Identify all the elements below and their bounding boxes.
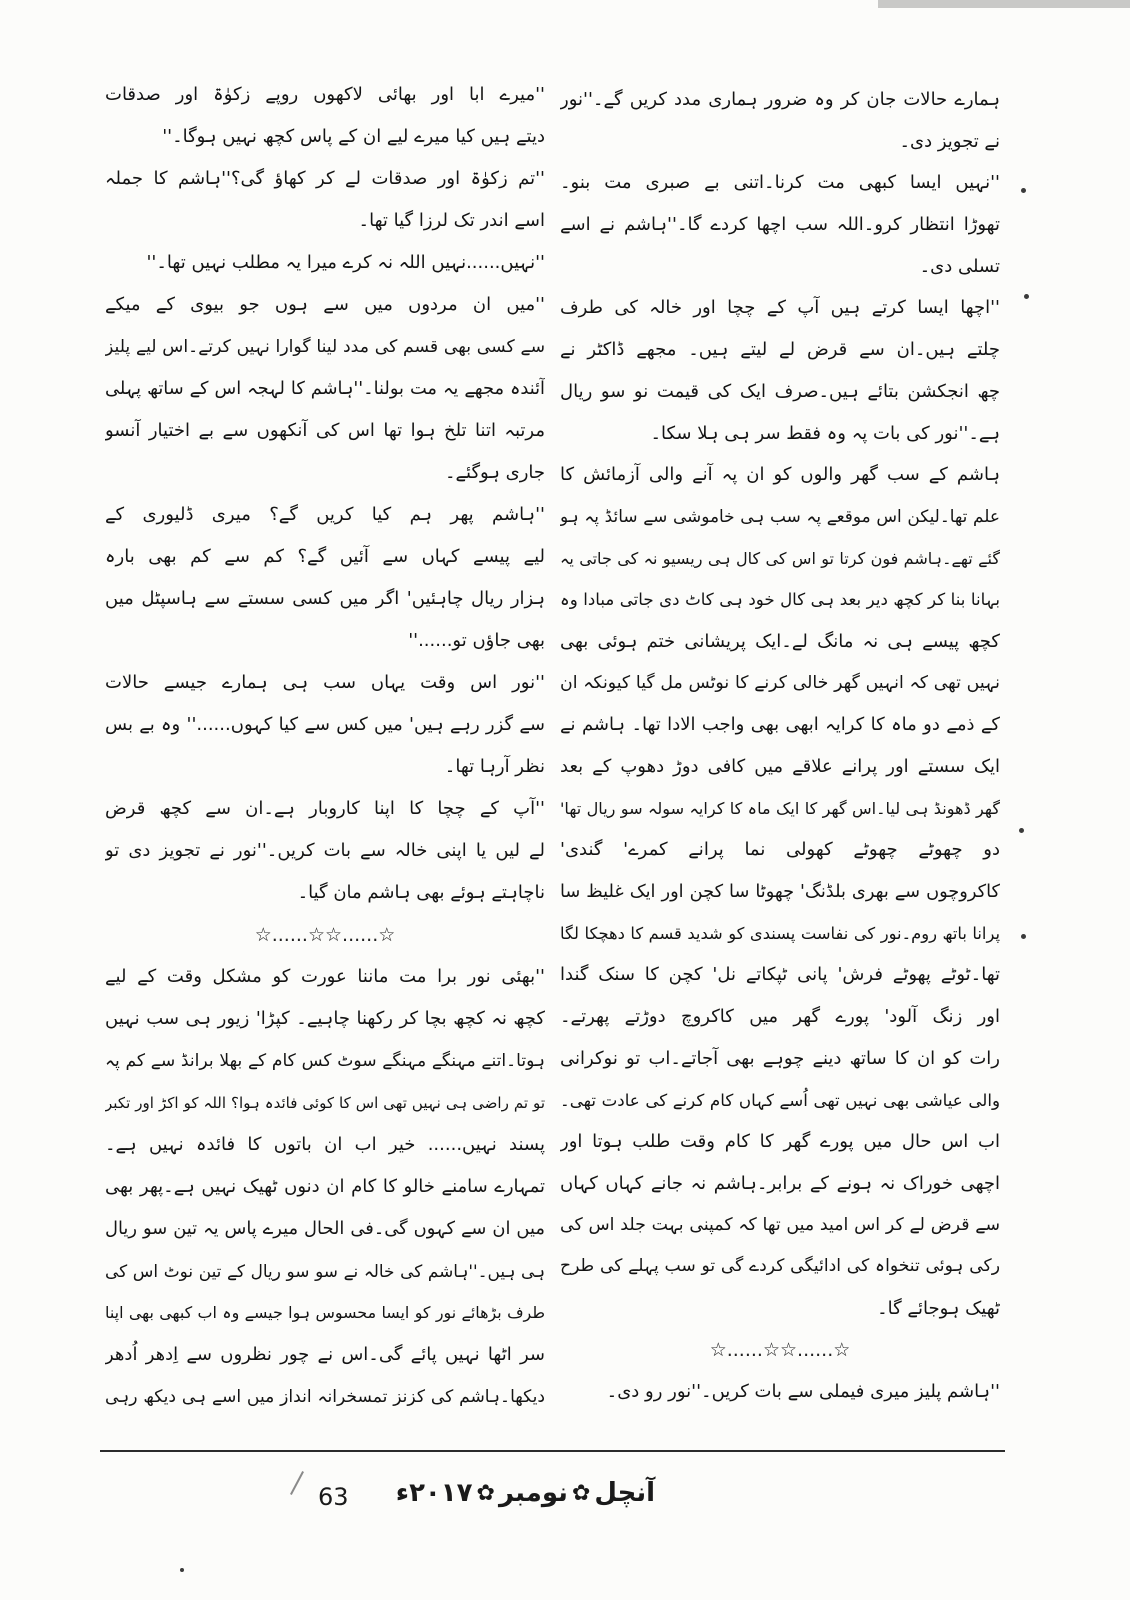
paragraph: [560, 162, 1000, 287]
paragraph: [105, 662, 545, 788]
paragraph: [560, 454, 1000, 1329]
text-column-left: [105, 74, 545, 1418]
scan-speck: [180, 1568, 184, 1572]
text-line: جاری ہوگئے۔: [444, 462, 545, 483]
page-number: 63: [318, 1483, 349, 1511]
text-line: ہاشم کے سب گھر والوں کو ان پہ آنے والی آزمائش کا: [560, 464, 1000, 486]
text-line: گھر ڈھونڈ ہی لیا۔اس گھر کا ایک ماہ کا کرایہ سولہ سو ریال تھا': [560, 798, 1000, 818]
text-line: تھوڑا انتظار کرو۔اللہ سب اچھا کردے گا۔''ہاشم نے اسے: [560, 214, 1000, 236]
text-line: میں ان سے کہوں گی۔فی الحال میرے پاس یہ تین سو ریال: [105, 1218, 545, 1239]
text-line: ''آپ کے چچا کا اپنا کاروبار ہے۔ان سے کچھ قرض: [105, 798, 545, 819]
text-line: ہے۔''نور کی بات پہ وہ فقط سر ہی ہلا سکا۔: [650, 422, 1000, 444]
text-line: چھ انجکشن بتائے ہیں۔صرف ایک کی قیمت نو سو ریال: [560, 380, 1000, 402]
text-line: تھا۔ٹوٹے پھوٹے فرش' پانی ٹپکاتے نل' کچن کا سنک گندا: [560, 964, 1000, 986]
text-line: علم تھا۔لیکن اس موقعے پہ سب ہی خاموشی سے سائڈ پہ ہو: [560, 505, 1000, 526]
text-line: ''نہیں ایسا کبھی مت کرنا۔اتنی بے صبری مت بنو۔: [560, 172, 1000, 194]
text-line: بہانا بنا کر کچھ دیر بعد ہی کال خود ہی کاٹ دی جاتی مبادا وہ: [560, 590, 1000, 610]
text-line: ''بھئی نور برا مت ماننا عورت کو مشکل وقت کے لیے: [105, 966, 545, 987]
scan-speck: [1021, 934, 1026, 939]
text-line: نظر آرہا تھا۔: [444, 756, 545, 777]
paragraph: [560, 1371, 1000, 1413]
text-line: کاکروچوں سے بھری بلڈنگ' چھوٹا سا کچن اور ایک غلیظ سا: [560, 881, 1000, 903]
text-line: گئے تھے۔ہاشم فون کرتا تو اس کی کال ہی ریسیو نہ کی جاتی یہ: [560, 548, 1000, 568]
footer-rule: [100, 1450, 1005, 1452]
text-line: رکی ہوئی تنخواہ کی ادائیگی کردے گی تو سب پہلے کی طرح: [560, 1256, 1000, 1277]
text-line: چلتے ہیں۔ان سے قرض لے لیتے ہیں۔ مجھے ڈاکٹر نے: [560, 339, 1000, 361]
text-line: لے لیں یا اپنی خالہ سے بات کریں۔''نور نے تجویز دی تو: [105, 840, 545, 861]
paragraph: [105, 788, 545, 914]
paragraph: [105, 74, 545, 158]
text-line: تو تم راضی ہی نہیں تھی اس کا کوئی فائدہ ہوا؟ اللہ کو اکڑ اور تکبر: [105, 1094, 545, 1112]
scan-speck: [1024, 294, 1029, 299]
text-line: تسلی دی۔: [919, 255, 1000, 277]
text-line: طرف بڑھائے نور کو ایسا محسوس ہوا جیسے وہ اب کبھی بھی اپنا: [105, 1303, 545, 1322]
text-line: ''ہاشم پھر ہم کیا کریں گے؟ میری ڈلیوری کے: [105, 504, 545, 525]
text-line: ہمارے حالات جان کر وہ ضرور ہماری مدد کریں گے۔''نور: [560, 89, 1000, 110]
text-line: مرتبہ اتنا تلخ ہوا تھا اس کی آنکھوں سے بے اختیار آنسو: [105, 420, 545, 441]
text-line: بھی جاؤں تو......'': [408, 630, 545, 651]
text-line: اسے اندر تک لرزا گیا تھا۔: [358, 210, 545, 231]
issue-month: نومبر: [498, 1478, 568, 1508]
text-line: اچھی خوراک نہ ہونے کے برابر۔ہاشم نہ جانے کہاں کہاں: [560, 1172, 1000, 1194]
footer-issue-line: [396, 1478, 655, 1508]
flower-ornament-icon: ✿: [476, 1480, 495, 1506]
text-line: ''اچھا ایسا کرتے ہیں آپ کے چچا اور خالہ کی طرف: [560, 297, 1000, 319]
text-line: ''میں ان مردوں میں سے ہوں جو بیوی کے میکے: [105, 294, 545, 315]
text-line: سر اٹھا نہیں پائے گی۔اس نے چور نظروں سے اِدھر اُدھر: [105, 1344, 545, 1365]
scan-edge-shadow: [878, 0, 1130, 8]
pen-mark: [290, 1471, 304, 1495]
text-line: تمہارے سامنے خالو کا کام ان دنوں ٹھیک نہیں ہے۔پھر بھی: [105, 1176, 545, 1197]
text-line: پسند نہیں...... خیر اب ان باتوں کا فائدہ نہیں ہے۔: [105, 1134, 545, 1155]
paragraph: [105, 494, 545, 662]
text-line: ٹھیک ہوجائے گا۔: [877, 1297, 1000, 1319]
text-line: رات کو ان کا ساتھ دینے چوہے بھی آجاتے۔اب تو نوکرانی: [560, 1047, 1000, 1069]
text-line: اور زنگ آلود' پورے گھر میں کاکروچ دوڑتے پھرتے۔: [560, 1006, 1000, 1028]
scan-speck: [1021, 188, 1026, 193]
text-line: دو چھوٹے چھوٹے کھولی نما پرانے کمرے' گندی': [560, 839, 1000, 861]
text-line: ایک سستے اور پرانے علاقے میں کافی دوڑ دھوپ کے بعد: [560, 756, 1000, 777]
paragraph: [105, 158, 545, 242]
text-line: کچھ نہ کچھ بچا کر رکھنا چاہیے۔ کپڑا' زیور ہی سب نہیں: [105, 1008, 545, 1029]
text-line: ہزار ریال چاہئیں' اگر میں کسی سستے سے ہاسپٹل میں: [105, 588, 545, 609]
text-line: ہی ہیں۔''ہاشم کی خالہ نے سو سو ریال کے تین نوٹ اس کی: [105, 1261, 545, 1281]
text-line: سے گزر رہے ہیں' میں کس سے کیا کہوں......'' وہ بے بس: [105, 714, 545, 735]
text-column-right: [560, 79, 1000, 1413]
paragraph: [105, 956, 545, 1418]
text-line: سے قرض لے کر اس امید میں تھا کہ کمپنی بہت جلد اس کی: [560, 1214, 1000, 1235]
text-line: دیکھا۔ہاشم کی کزنز تمسخرانہ انداز میں اسے ہی دیکھ رہی: [105, 1387, 545, 1407]
text-line: ''میرے ابا اور بھائی لاکھوں روپے زکوٰۃ اور صدقات: [105, 84, 545, 105]
paragraph: [105, 284, 545, 494]
text-line: ہوتا۔اتنے مہنگے مہنگے سوٹ کس کام کے بھلا برانڈ سے کم پہ: [105, 1051, 545, 1071]
paragraph: [560, 79, 1000, 162]
flower-ornament-icon: ✿: [571, 1480, 591, 1506]
text-line: ''تم زکوٰۃ اور صدقات لے کر کھاؤ گی؟''ہاشم کا جملہ: [105, 168, 545, 189]
section-separator: ☆......☆☆......☆: [254, 924, 396, 946]
text-line: ناچاہتے ہوئے بھی ہاشم مان گیا۔: [297, 882, 545, 903]
text-line: لیے پیسے کہاں سے آئیں گے؟ کم سے کم بھی بارہ: [105, 546, 545, 567]
issue-year: ۲۰۱۷ء: [395, 1478, 473, 1508]
text-line: سے کسی بھی قسم کی مدد لینا گوارا نہیں کرتے۔اس لیے پلیز: [105, 337, 545, 357]
text-line: نہیں تھی کہ انہیں گھر خالی کرنے کا نوٹس مل گیا کیونکہ ان: [560, 672, 1000, 693]
text-line: ''نہیں......نہیں اللہ نہ کرے میرا یہ مطلب نہیں تھا۔'': [146, 252, 545, 273]
text-line: ''نور اس وقت یہاں سب ہی ہمارے جیسے حالات: [105, 672, 545, 693]
text-line: دیتے ہیں کیا میرے لیے ان کے پاس کچھ نہیں ہوگا۔'': [162, 126, 545, 147]
scan-speck: [1019, 828, 1024, 833]
text-line: آئندہ مجھے یہ مت بولنا۔''ہاشم کا لہجہ اس کے ساتھ پہلی: [105, 378, 545, 399]
paragraph: [105, 242, 545, 284]
section-separator: ☆......☆☆......☆: [709, 1338, 851, 1361]
paragraph: [560, 287, 1000, 454]
text-line: نے تجویز دی۔: [899, 130, 1000, 152]
text-line: اب اس حال میں پورے گھر کا کام وقت طلب ہوتا اور: [560, 1131, 1000, 1153]
text-line: پرانا باتھ روم۔نور کی نفاست پسندی کو شدید قسم کا دھچکا لگا: [560, 923, 1000, 943]
text-line: والی عیاشی بھی نہیں تھی اُسے کہاں کام کرنے کی عادت تھی۔: [560, 1090, 1000, 1110]
text-line: ''ہاشم پلیز میری فیملی سے بات کریں۔''نور رو دی۔: [606, 1381, 1000, 1403]
magazine-title: آنچل: [594, 1478, 655, 1508]
text-line: کے ذمے دو ماہ کا کرایہ ابھی بھی واجب الادا تھا۔ ہاشم نے: [560, 714, 1000, 736]
text-line: کچھ پیسے ہی نہ مانگ لے۔ایک پریشانی ختم ہوئی بھی: [560, 630, 1000, 652]
